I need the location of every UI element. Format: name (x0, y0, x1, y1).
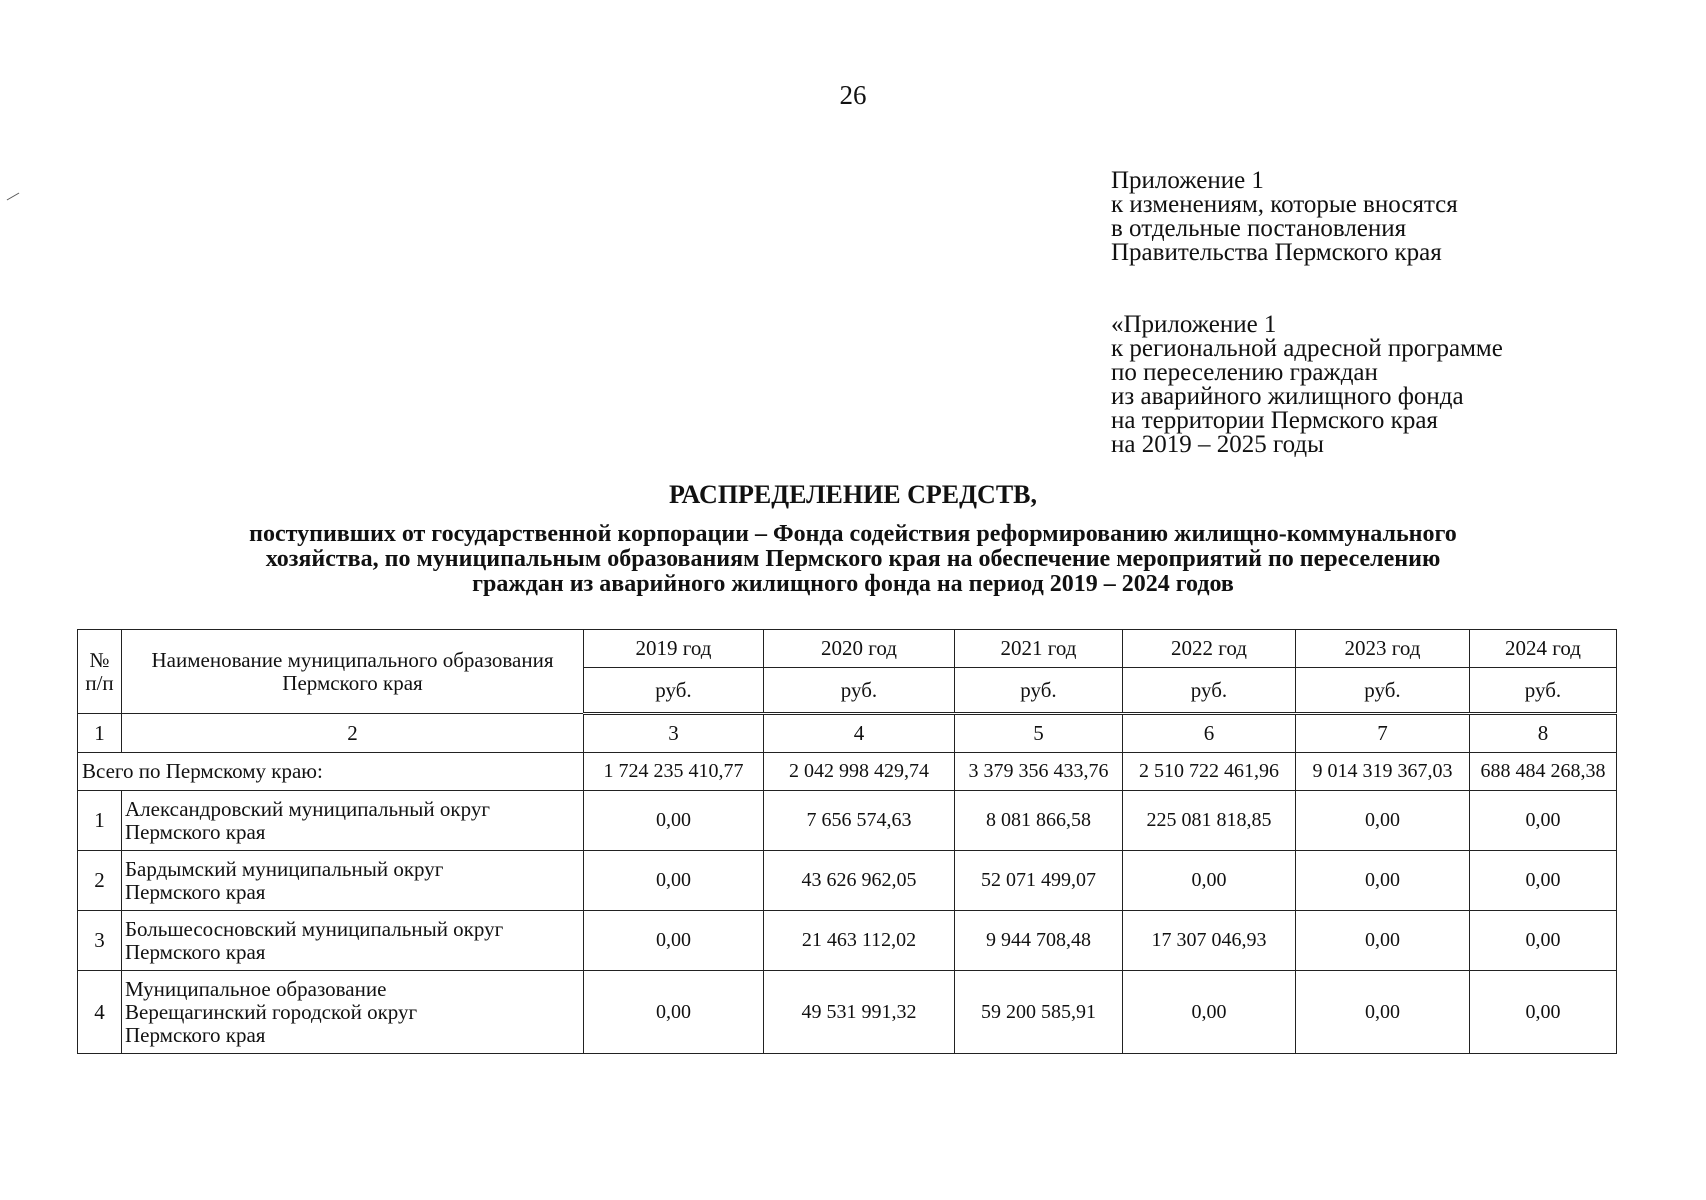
municipality-name (122, 791, 584, 851)
amount-cell: 0,00 (1123, 971, 1296, 1054)
column-index: 5 (955, 714, 1123, 753)
municipality-name (122, 851, 584, 911)
amount-cell: 21 463 112,02 (764, 911, 955, 971)
column-index: 8 (1470, 714, 1617, 753)
appendix-note (1111, 169, 1458, 265)
amount-cell: 43 626 962,05 (764, 851, 955, 911)
amount-cell: 0,00 (584, 911, 764, 971)
header-unit: руб. (1470, 668, 1617, 714)
total-value: 2 042 998 429,74 (764, 753, 955, 791)
table-header-row (78, 630, 1617, 668)
amount-cell: 8 081 866,58 (955, 791, 1123, 851)
header-name: Наименование муниципального образования Пермского края (122, 630, 584, 714)
program-appendix-line: по переселению граждан (1111, 359, 1378, 386)
municipality-name-line: Пермского края (125, 819, 266, 844)
header-year: 2019 год (584, 630, 764, 668)
table-row (78, 791, 1617, 851)
program-appendix-line: из аварийного жилищного фонда (1111, 383, 1464, 410)
header-year: 2020 год (764, 630, 955, 668)
appendix-note-line: в отдельные постановления (1111, 215, 1407, 242)
amount-cell: 0,00 (1296, 791, 1470, 851)
amount-cell: 0,00 (1296, 971, 1470, 1054)
amount-cell: 17 307 046,93 (1123, 911, 1296, 971)
municipality-name-line: Муниципальное образование (125, 976, 387, 1001)
table-row (78, 911, 1617, 971)
subtitle-line: граждан из аварийного жилищного фонда на период 2019 – 2024 годов (472, 571, 1234, 597)
scan-mark (7, 193, 20, 201)
amount-cell: 7 656 574,63 (764, 791, 955, 851)
page-number: 26 (839, 80, 867, 110)
header-year: 2023 год (1296, 630, 1470, 668)
document-title: РАСПРЕДЕЛЕНИЕ СРЕДСТВ, (669, 480, 1037, 509)
header-num: № п/п (78, 630, 122, 714)
total-value: 688 484 268,38 (1470, 753, 1617, 791)
program-appendix-line: на 2019 – 2025 годы (1111, 431, 1324, 458)
total-value: 3 379 356 433,76 (955, 753, 1123, 791)
appendix-note-line: к изменениям, которые вносятся (1111, 191, 1458, 218)
document-subtitle (100, 522, 1606, 597)
program-appendix-line: «Приложение 1 (1111, 311, 1277, 338)
program-appendix-line: на территории Пермского края (1111, 407, 1438, 434)
amount-cell: 0,00 (1470, 851, 1617, 911)
municipality-name-line: Верещагинский городской округ (125, 999, 418, 1024)
column-index: 6 (1123, 714, 1296, 753)
table-row (78, 851, 1617, 911)
amount-cell: 0,00 (584, 971, 764, 1054)
program-appendix-line: к региональной адресной программе (1111, 335, 1503, 362)
row-number: 1 (78, 791, 122, 851)
row-number: 4 (78, 971, 122, 1054)
column-index: 3 (584, 714, 764, 753)
column-index: 4 (764, 714, 955, 753)
amount-cell: 52 071 499,07 (955, 851, 1123, 911)
total-label: Всего по Пермскому краю: (78, 753, 584, 791)
amount-cell: 0,00 (1296, 911, 1470, 971)
municipality-name-line: Бардымский муниципальный округ (125, 856, 444, 881)
column-index: 2 (122, 714, 584, 753)
amount-cell: 0,00 (1470, 971, 1617, 1054)
header-unit: руб. (1296, 668, 1470, 714)
amount-cell: 49 531 991,32 (764, 971, 955, 1054)
municipality-name-line: Пермского края (125, 879, 266, 904)
amount-cell: 0,00 (584, 791, 764, 851)
total-row (78, 753, 1617, 791)
column-index: 1 (78, 714, 122, 753)
municipality-name-line: Большесосновский муниципальный округ (125, 916, 504, 941)
header-year: 2022 год (1123, 630, 1296, 668)
municipality-name-line: Пермского края (125, 1022, 266, 1047)
total-value: 2 510 722 461,96 (1123, 753, 1296, 791)
amount-cell: 225 081 818,85 (1123, 791, 1296, 851)
funds-distribution-table (77, 629, 1617, 1054)
header-unit: руб. (764, 668, 955, 714)
municipality-name (122, 911, 584, 971)
total-value: 9 014 319 367,03 (1296, 753, 1470, 791)
subtitle-line: хозяйства, по муниципальным образованиям Пермского края на обеспечение мероприятий по переселению (265, 546, 1441, 572)
table-row (78, 971, 1617, 1054)
amount-cell: 0,00 (1470, 791, 1617, 851)
amount-cell: 0,00 (1296, 851, 1470, 911)
amount-cell: 59 200 585,91 (955, 971, 1123, 1054)
column-index-row (78, 714, 1617, 753)
header-unit: руб. (584, 668, 764, 714)
municipality-name-line: Александровский муниципальный округ (125, 796, 490, 821)
amount-cell: 0,00 (1470, 911, 1617, 971)
appendix-note-line: Приложение 1 (1111, 167, 1264, 194)
municipality-name-line: Пермского края (125, 939, 266, 964)
row-number: 3 (78, 911, 122, 971)
total-value: 1 724 235 410,77 (584, 753, 764, 791)
amount-cell: 0,00 (1123, 851, 1296, 911)
amount-cell: 9 944 708,48 (955, 911, 1123, 971)
appendix-note-line: Правительства Пермского края (1111, 239, 1442, 266)
header-unit: руб. (1123, 668, 1296, 714)
row-number: 2 (78, 851, 122, 911)
subtitle-line: поступивших от государственной корпорации – Фонда содействия реформированию жилищно-коммунального (249, 521, 1457, 547)
header-year: 2024 год (1470, 630, 1617, 668)
header-year: 2021 год (955, 630, 1123, 668)
municipality-name (122, 971, 584, 1054)
amount-cell: 0,00 (584, 851, 764, 911)
header-unit: руб. (955, 668, 1123, 714)
program-appendix-note (1111, 313, 1503, 457)
column-index: 7 (1296, 714, 1470, 753)
